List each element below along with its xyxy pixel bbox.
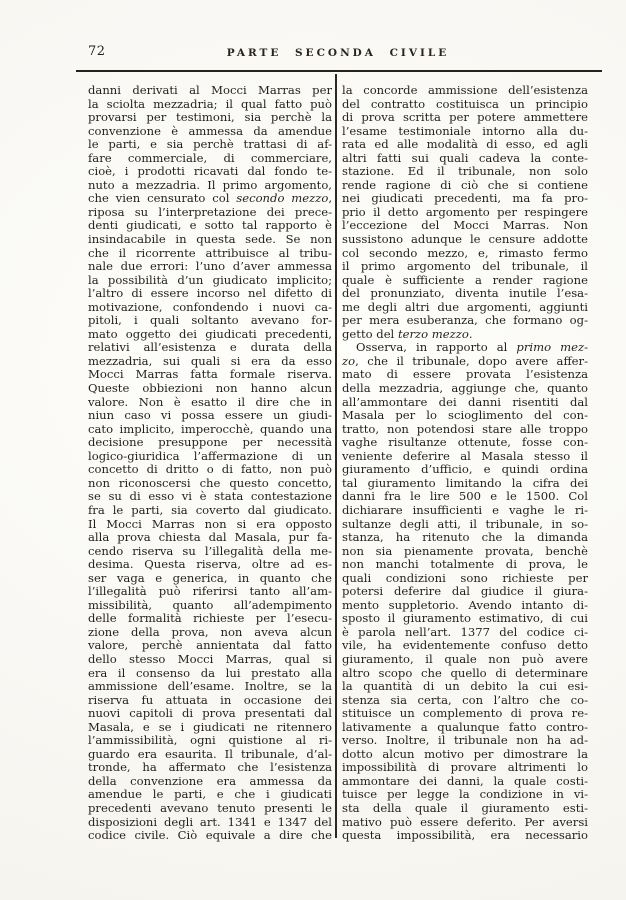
text-line: potersi deferire dal giudice il giura-	[342, 585, 588, 599]
text-line: sta della quale il giuramento esti-	[342, 801, 588, 815]
text-line: la sciolta mezzadria; il qual fatto può	[88, 97, 332, 111]
text-line: logico-giuridica l’affermazione di un	[88, 449, 332, 463]
text-line: non manchi totalmente di prova, le	[342, 558, 588, 572]
text-line: codice civile. Ciò equivale a dire che	[88, 829, 332, 843]
text-line: nuovi capitoli di prova presentati dal	[88, 707, 332, 721]
text-line: denti giudicati, e sotto tal rapporto è	[88, 219, 332, 233]
text-line: stenza sia certa, con l’altro che co-	[342, 693, 588, 707]
text-line: verso. Inoltre, il tribunale non ha ad-	[342, 734, 588, 748]
text-line: di prova scritta per potere ammettere	[342, 111, 588, 125]
text-line: disposizioni degli art. 1341 e 1347 del	[88, 815, 332, 829]
text-line: dotto alcun motivo per dimostrare la	[342, 747, 588, 761]
text-line: zo, che il tribunale, dopo avere affer-	[342, 354, 588, 368]
text-line: Il Mocci Marras non si era opposto	[88, 517, 332, 531]
text-line: la concorde ammissione dell’esistenza	[342, 84, 588, 97]
text-line: vaghe risultanze ottenute, fosse con-	[342, 436, 588, 450]
text-line: tal giuramento limitando la cifra dei	[342, 476, 588, 490]
text-line: stanza, ha ritenuto che la dimanda	[342, 531, 588, 545]
text-line: tratto, non potendosi stare alle troppo	[342, 422, 588, 436]
text-line: è parola nell’art. 1377 del codice ci-	[342, 625, 588, 639]
text-line: l’eccezione del Mocci Marras. Non	[342, 219, 588, 233]
text-line: non riconoscersi che questo concetto,	[88, 476, 332, 490]
text-line: all’ammontare dei danni risentiti dal	[342, 395, 588, 409]
text-line: mativo può essere deferito. Per aversi	[342, 815, 588, 829]
text-line: l’illegalità può riferirsi tanto all’am-	[88, 585, 332, 599]
text-line: zione della prova, non aveva alcun	[88, 625, 332, 639]
text-line: motivazione, confondendo i nuovi ca-	[88, 300, 332, 314]
header-rule	[76, 70, 602, 72]
text-line: concetto di dritto o di fatto, non può	[88, 463, 332, 477]
text-line: cendo riserva su l’illegalità della me-	[88, 544, 332, 558]
text-line: se su di esso vi è stata contestazione	[88, 490, 332, 504]
text-line: fare commerciale, di commerciare,	[88, 151, 332, 165]
text-line: mato di essere provata l’esistenza	[342, 368, 588, 382]
running-title: PARTE SECONDA CIVILE	[226, 47, 450, 59]
text-line: sussistono adunque le censure addotte	[342, 233, 588, 247]
text-line: questa impossibilità, era necessario	[342, 829, 588, 843]
text-line: mato oggetto dei giudicati precedenti,	[88, 327, 332, 341]
text-line: altro scopo che quello di determinare	[342, 666, 588, 680]
text-line: mento suppletorio. Avendo intanto di-	[342, 598, 588, 612]
text-line: convenzione è ammessa da amendue	[88, 124, 332, 138]
text-line: giuramento d’ufficio, e quindi ordina	[342, 463, 588, 477]
text-line: la possibilità d’un giudicato implicito;	[88, 273, 332, 287]
text-line: guardo era esaurita. Il tribunale, d’al-	[88, 747, 332, 761]
text-line: che il ricorrente attribuisce al tribu-	[88, 246, 332, 260]
text-line: pitoli, i quali soltanto avevano for-	[88, 314, 332, 328]
text-line: me degli altri due argomenti, aggiunti	[342, 300, 588, 314]
text-line: altri fatti sui quali cadeva la conte-	[342, 151, 588, 165]
text-line: l’ammissibilità, ogni quistione al ri-	[88, 734, 332, 748]
text-line: rata ed alle modalità di esso, ed agli	[342, 138, 588, 152]
text-line: l’altro di essere incorso nel difetto di	[88, 287, 332, 301]
text-line: getto del terzo mezzo.	[342, 327, 473, 341]
text-column-right	[342, 84, 588, 843]
text-line: il primo argomento del tribunale, il	[342, 260, 588, 274]
text-line: le parti, e sia perchè trattasi di af-	[88, 138, 332, 152]
text-line: Queste obbiezioni non hanno alcun	[88, 382, 332, 396]
text-line: fra le parti, sia coverto dal giudicato.	[88, 503, 332, 517]
column-divider	[335, 74, 337, 838]
text-line: delle formalità richieste per l’esecu-	[88, 612, 332, 626]
text-line: della convenzione era ammessa da	[88, 774, 332, 788]
text-line: quale è sufficiente a render ragione	[342, 273, 588, 287]
text-line: del pronunziato, diventa inutile l’esa-	[342, 287, 588, 301]
text-line: desima. Questa riserva, oltre ad es-	[88, 558, 332, 572]
text-line: Masala per lo scioglimento del con-	[342, 409, 588, 423]
text-line: lativamente a qualunque fatto contro-	[342, 720, 588, 734]
text-line: tuisce per legge la condizione in vi-	[342, 788, 588, 802]
text-line: valore, perchè annientata dal fatto	[88, 639, 332, 653]
text-line: l’esame testimoniale intorno alla du-	[342, 124, 588, 138]
text-line: cioè, i prodotti ricavati dal fondo te-	[88, 165, 332, 179]
text-line: nale due errori: l’uno d’aver ammessa	[88, 260, 332, 274]
text-line: impossibilità di provare altrimenti lo	[342, 761, 588, 775]
text-line: veniente deferire al Masala stesso il	[342, 449, 588, 463]
text-line: provarsi per testimoni, sia perchè la	[88, 111, 332, 125]
page-number: 72	[88, 44, 106, 59]
text-line: Mocci Marras fatta formale riserva.	[88, 368, 332, 382]
text-line: Masala, e se i giudicati ne ritennero	[88, 720, 332, 734]
text-column-left	[88, 84, 332, 843]
text-line: per mera esuberanza, che formano og-	[342, 314, 588, 328]
text-line: mezzadria, sui quali si era da esso	[88, 354, 332, 368]
text-line: stituisce un complemento di prova re-	[342, 707, 588, 721]
text-line: amendue le parti, e che i giudicati	[88, 788, 332, 802]
text-line: del contratto costituisca un principio	[342, 97, 588, 111]
text-line: valore. Non è esatto il dire che in	[88, 395, 332, 409]
text-line: niun caso vi possa essere un giudi-	[88, 409, 332, 423]
text-line: che vien censurato col secondo mezzo,	[88, 192, 332, 206]
text-line: la quantità di un debito la cui esi-	[342, 680, 588, 694]
text-line: precedenti avevano tenuto presenti le	[88, 801, 332, 815]
text-line: ammontare dei danni, la quale costi-	[342, 774, 588, 788]
text-line: riposa su l’interpretazione dei prece-	[88, 205, 332, 219]
text-line: ser vaga e generica, in quanto che	[88, 571, 332, 585]
text-line: quali condizioni sono richieste per	[342, 571, 588, 585]
text-line: era il consenso da lui prestato alla	[88, 666, 332, 680]
text-line: sposto il giuramento estimativo, di cui	[342, 612, 588, 626]
text-line: nuto a mezzadria. Il primo argomento,	[88, 178, 332, 192]
text-line: missibilità, quanto all’adempimento	[88, 598, 332, 612]
text-line: dichiarare insufficienti e vaghe le ri-	[342, 503, 588, 517]
text-line: cato implicito, imperocchè, quando una	[88, 422, 332, 436]
text-line: sultanze degli atti, il tribunale, in so-	[342, 517, 588, 531]
text-line: col secondo mezzo, e, rimasto fermo	[342, 246, 588, 260]
text-line: relativi all’esistenza e durata della	[88, 341, 332, 355]
text-line: insindacabile in questa sede. Se non	[88, 233, 332, 247]
text-line: dello stesso Mocci Marras, qual si	[88, 652, 332, 666]
text-line: riserva fu attuata in occasione dei	[88, 693, 332, 707]
text-line: alla prova chiesta dal Masala, pur fa-	[88, 531, 332, 545]
text-line: Osserva, in rapporto al primo mez-	[356, 341, 588, 355]
text-line: della mezzadria, aggiunge che, quanto	[342, 382, 588, 396]
text-line: ammissione dell’esame. Inoltre, se la	[88, 680, 332, 694]
text-line: danni fra le lire 500 e le 1500. Col	[342, 490, 588, 504]
text-line: giuramento, il quale non può avere	[342, 652, 588, 666]
text-line: prio il detto argomento per respingere	[342, 205, 588, 219]
text-line: decisione presuppone per necessità	[88, 436, 332, 450]
text-line: non sia pienamente provata, benchè	[342, 544, 588, 558]
text-line: nei giudicati precedenti, ma fa pro-	[342, 192, 588, 206]
text-line: tronde, ha affermato che l’esistenza	[88, 761, 332, 775]
text-line: vile, ha evidentemente confuso detto	[342, 639, 588, 653]
text-line: stazione. Ed il tribunale, non solo	[342, 165, 588, 179]
text-line: rende ragione di ciò che si contiene	[342, 178, 588, 192]
text-line: danni derivati al Mocci Marras per	[88, 84, 332, 97]
